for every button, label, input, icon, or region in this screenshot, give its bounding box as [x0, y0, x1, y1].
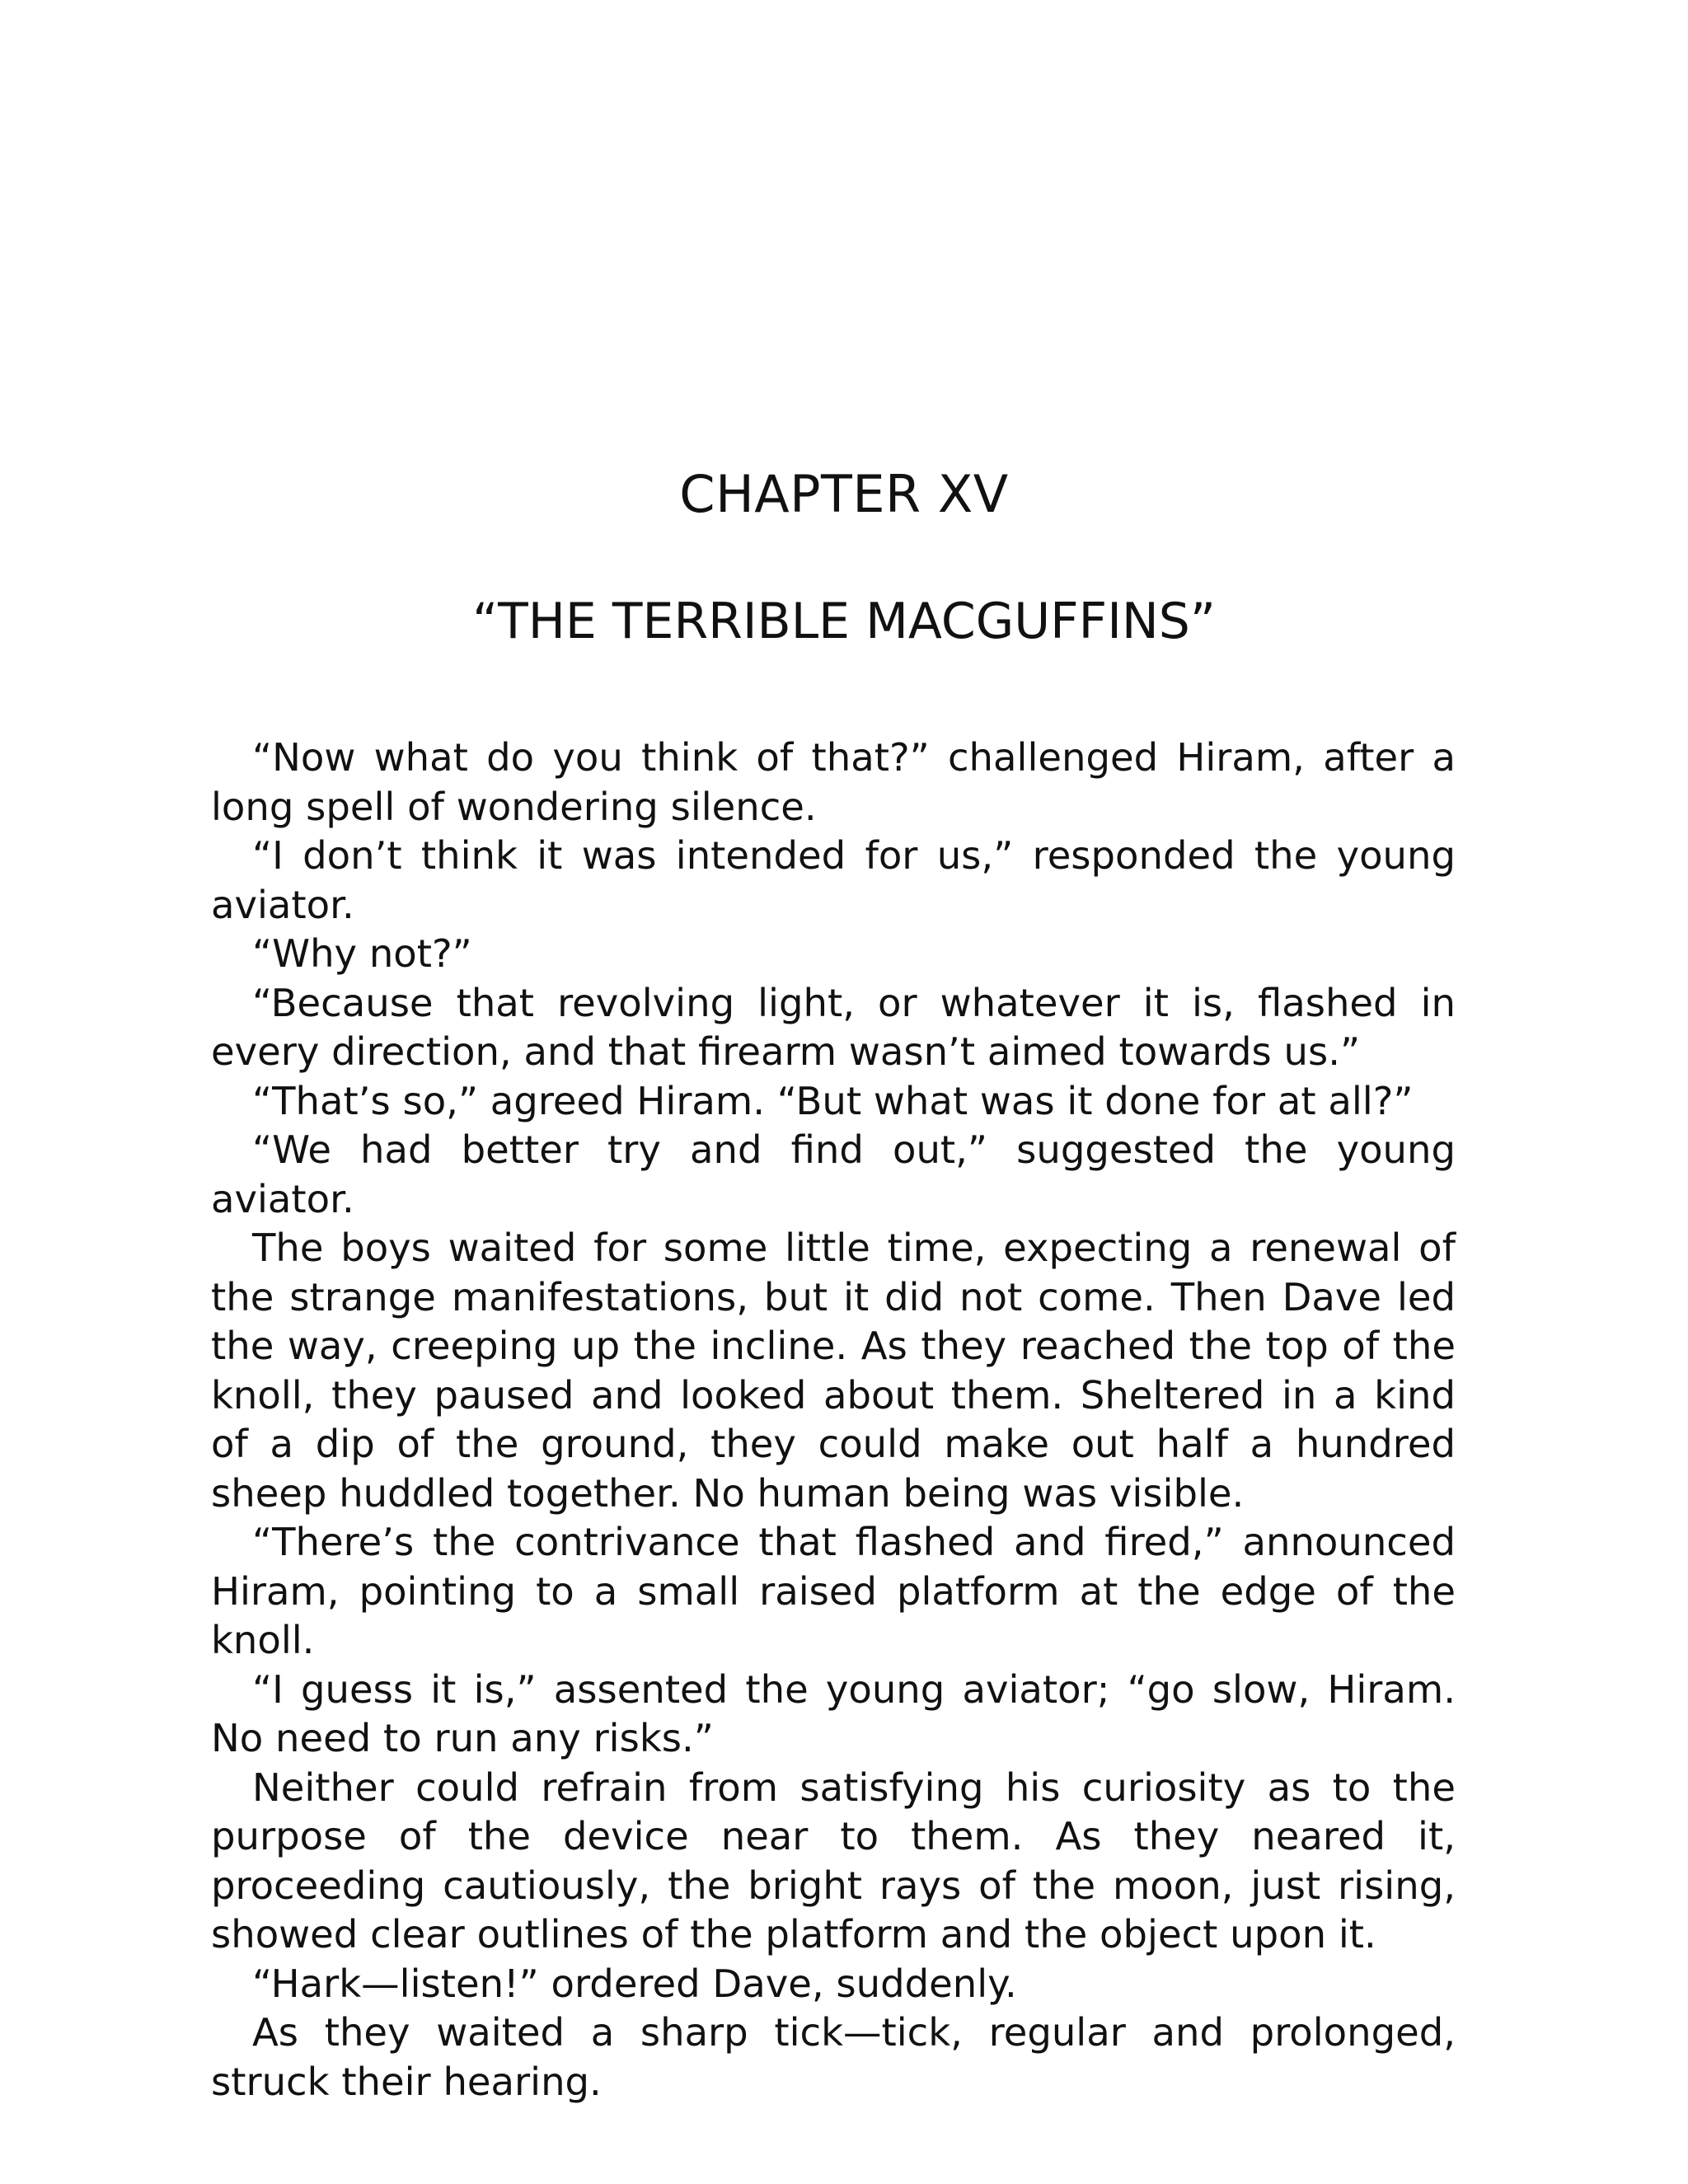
paragraph: “Because that revolving light, or whatever it is, flashed in every direction, and that firearm wasn’t aimed towards us.” [211, 980, 1456, 1074]
paragraph: “That’s so,” agreed Hiram. “But what was it done for at all?” [252, 1078, 1414, 1123]
paragraph: “There’s the contrivance that flashed and fired,” announced Hiram, pointing to a small raised platform at the edge of the knoll. [211, 1520, 1456, 1662]
paragraph: “Hark—listen!” ordered Dave, suddenly. [252, 1961, 1017, 2006]
chapter-title: “THE TERRIBLE MACGUFFINS” [472, 593, 1216, 650]
paragraph: “We had better try and find out,” suggested the young aviator. [211, 1127, 1456, 1221]
paragraph: As they waited a sharp tick—tick, regular and prolonged, struck their hearing. [211, 2010, 1456, 2104]
paragraph: “Why not?” [252, 931, 472, 976]
paragraph: The boys waited for some little time, expecting a renewal of the strange manifestations, but it did not come. Then Dave led the way, creeping up the incline. As they reached the top of the knoll, they paused and looked about them. Sheltered in a kind of a dip of the ground, they could make out half a hundred sheep huddled together. No human being was visible. [211, 1226, 1456, 1516]
chapter-number: CHAPTER XV [679, 464, 1009, 524]
paragraph: “Now what do you think of that?” challenged Hiram, after a long spell of wondering silence. [211, 735, 1456, 829]
paragraph: “I guess it is,” assented the young aviator; “go slow, Hiram. No need to run any risks.” [211, 1666, 1456, 1760]
chapter-body [211, 733, 1456, 2107]
paragraph: Neither could refrain from satisfying his curiosity as to the purpose of the device near to them. As they neared it, proceeding cautiously, the bright rays of the moon, just rising, showed clear outlines of the platform and the object upon it. [211, 1765, 1456, 1957]
paragraph: “I don’t think it was intended for us,” responded the young aviator. [211, 833, 1456, 927]
